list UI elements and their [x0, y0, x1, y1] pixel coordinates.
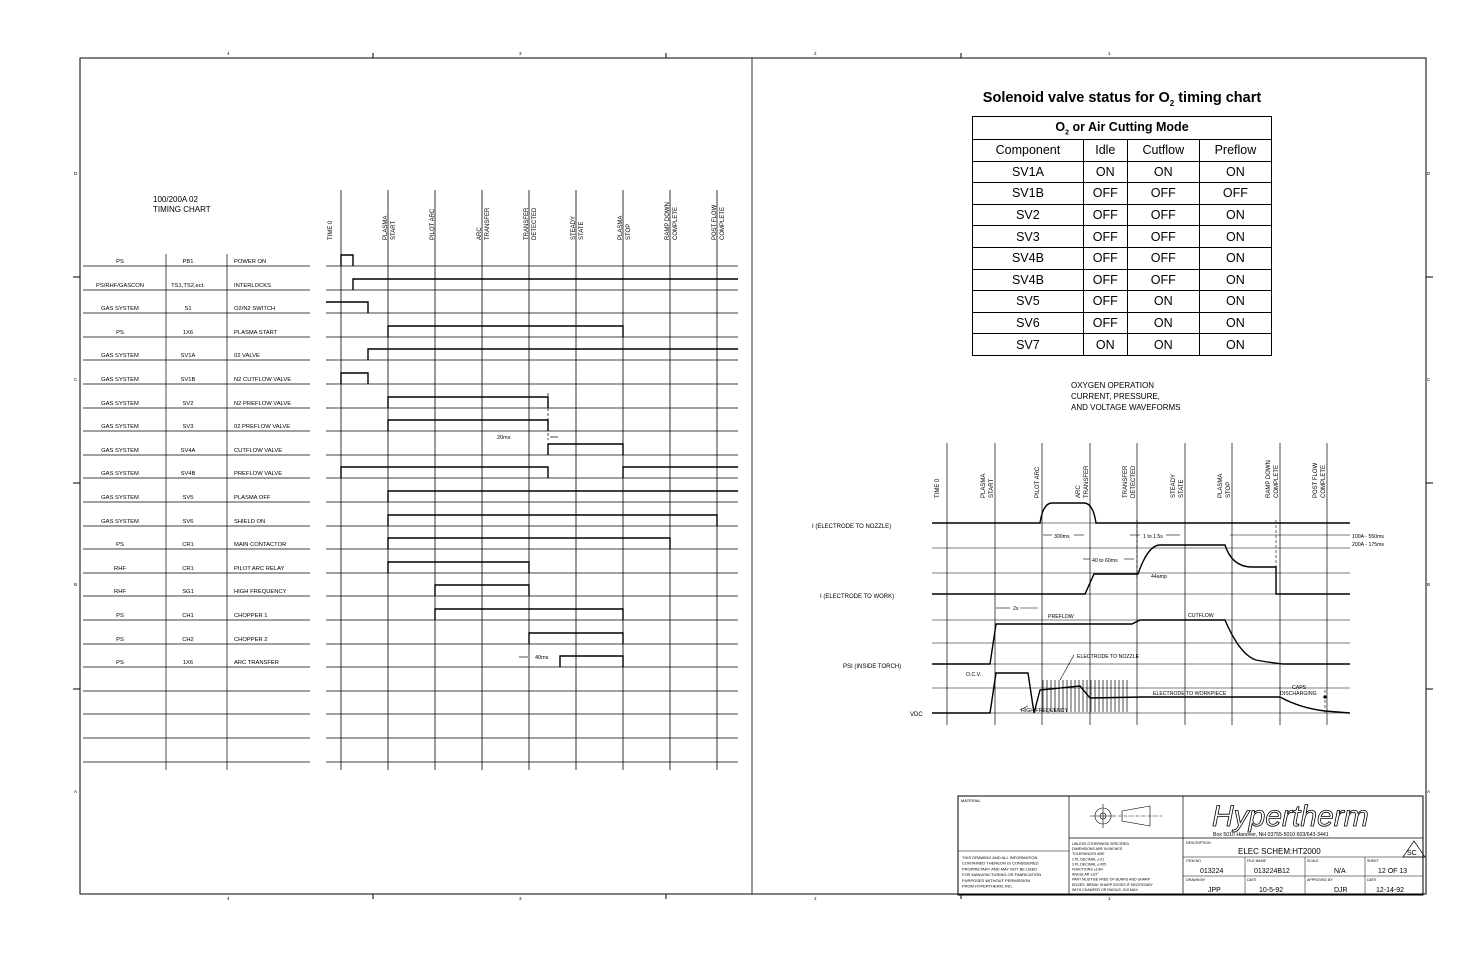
wave-column-label: PLASMA START: [981, 473, 995, 498]
row-code: TS1,TS2,ect.: [171, 283, 205, 289]
component-cell: SV3: [973, 226, 1084, 248]
tolerance-line: TOLERANCES ARE: [1072, 852, 1105, 857]
column-label: RAMP DOWN COMPLETE: [665, 202, 679, 240]
notice-line: THIS DRAWING AND ALL INFORMATION: [962, 855, 1038, 860]
status-cell: ON: [1083, 334, 1127, 356]
label-high-frequency: HIGH FREQUENCY: [1021, 708, 1068, 714]
column-label: TRANSFER DETECTED: [524, 207, 538, 240]
approved-value: DJR: [1334, 887, 1348, 894]
cutting-mode-header: [973, 117, 1272, 140]
tolerance-line: 2 PL DECIMAL ±.01: [1072, 857, 1105, 862]
title-block: [958, 796, 1425, 895]
file-label: FILE NAME: [1247, 859, 1266, 863]
row-signal: CHOPPER 2: [234, 637, 268, 643]
column-label: PLASMA STOP: [618, 215, 632, 240]
note-1-to-15s: 1 to 1.5s: [1143, 534, 1163, 540]
tolerance-line: ANGULAR ±1/2°: [1072, 872, 1099, 877]
company-address: Box 5010 Hanover, NH 03755-5010 603/643-3441: [1213, 832, 1329, 838]
row-signal: PLASMA START: [234, 330, 278, 336]
status-cell: ON: [1199, 204, 1271, 226]
row-signal: HIGH FREQUENCY: [234, 589, 287, 595]
signal-trace: [326, 302, 368, 313]
notice-line: PURPOSES WITHOUT PERMISSION: [962, 877, 1031, 883]
label-electrode-to-workpiece: ELECTRODE TO WORKPIECE: [1153, 691, 1227, 697]
status-cell: OFF: [1083, 291, 1127, 313]
frame-col-mark: 4: [227, 51, 230, 56]
column-label: STEADY STATE: [571, 215, 585, 240]
waveform-title-line2: CURRENT, PRESSURE,: [1071, 392, 1160, 401]
label-caps: CAPS: [1292, 685, 1307, 691]
date2-label: DATE: [1367, 878, 1377, 882]
note-ramp-200a: 200A - 175ms: [1352, 542, 1385, 548]
solenoid-row: [973, 291, 1272, 313]
solenoid-row: [973, 269, 1272, 291]
sheet-label: SHEET: [1367, 859, 1379, 863]
solenoid-valve-table: [972, 116, 1272, 356]
header-preflow: Preflow: [1199, 140, 1271, 162]
note-40ms: 40ms: [535, 655, 549, 661]
description-value: ELEC SCHEM:HT2000: [1238, 847, 1321, 856]
status-cell: ON: [1127, 334, 1199, 356]
signal-trace: [388, 326, 623, 337]
row-code: 1X6: [182, 330, 194, 336]
left-chart-grid: [83, 190, 738, 770]
row-group: GAS SYSTEM: [101, 495, 139, 501]
row-group: GAS SYSTEM: [101, 471, 139, 477]
row-signal: PILOT ARC RELAY: [234, 566, 285, 572]
frame-col-mark: 4: [227, 896, 230, 901]
status-cell: OFF: [1127, 204, 1199, 226]
header-component: Component: [973, 140, 1084, 162]
row-group: PS: [116, 613, 124, 619]
row-signal: MAIN CONTACTOR: [234, 542, 287, 548]
row-group: GAS SYSTEM: [101, 401, 139, 407]
solenoid-title-sub: 2: [1169, 98, 1175, 108]
row-code: SV6: [182, 519, 194, 525]
tolerance-line: DIMENSIONS ARE IN INCHES: [1072, 847, 1123, 852]
status-cell: ON: [1127, 312, 1199, 334]
row-group: RHF: [114, 589, 126, 595]
label-cutflow: CUTFLOW: [1188, 613, 1214, 619]
company-logo: Hypertherm: [1212, 800, 1369, 833]
signal-trace: [560, 656, 623, 667]
row-code: CH1: [182, 613, 194, 619]
status-cell: OFF: [1083, 312, 1127, 334]
mode-sub: 2: [1065, 129, 1069, 137]
row-code: CH2: [182, 637, 194, 643]
status-cell: OFF: [1083, 269, 1127, 291]
component-cell: SV4B: [973, 247, 1084, 269]
component-cell: SV5: [973, 291, 1084, 313]
label-psi: PSI (INSIDE TORCH): [843, 664, 902, 670]
solenoid-table-body: [973, 161, 1272, 355]
waveform-title-line1: OXYGEN OPERATION: [1071, 381, 1154, 390]
signal-trace: [548, 444, 623, 455]
signal-trace: [388, 491, 738, 502]
notice-line: FOR MANUFACTURING OR FABRICATION: [962, 872, 1042, 878]
material-label: MATERIAL: [961, 798, 981, 803]
row-code: S1: [184, 306, 192, 312]
row-group: GAS SYSTEM: [101, 424, 139, 430]
frame-col-mark: 1: [1108, 896, 1111, 901]
note-20ms: 20ms: [497, 435, 511, 441]
scale-label: SCALE: [1307, 859, 1319, 863]
label-preflow: PREFLOW: [1048, 614, 1074, 620]
signal-trace: [388, 562, 529, 573]
solenoid-title-b: timing chart: [1174, 90, 1262, 106]
frame-col-mark: 3: [519, 51, 522, 56]
row-code: CR1: [182, 566, 194, 572]
signal-trace: [341, 255, 353, 266]
row-group: PS/RHF/GASCON: [96, 283, 144, 289]
note-40-to-60ms: 40 to 60ms: [1092, 558, 1118, 564]
label-vdc: VDC: [910, 712, 923, 718]
description-label: DESCRIPTION: [1186, 841, 1211, 845]
scale-value: N/A: [1334, 868, 1346, 875]
component-cell: SV4B: [973, 269, 1084, 291]
projection-symbol: [1090, 804, 1162, 828]
tolerance-notes: [1072, 842, 1154, 892]
frame-col-mark: 3: [519, 896, 522, 901]
left-chart-rows: [96, 259, 291, 666]
row-signal: ARC TRANSFER: [234, 660, 279, 666]
label-i-work: I (ELECTRODE TO WORK): [820, 594, 895, 600]
row-signal: POWER ON: [234, 259, 267, 265]
signal-trace: [388, 515, 717, 526]
status-cell: OFF: [1083, 204, 1127, 226]
frame-row-mark: C: [1427, 377, 1431, 382]
solenoid-row: [973, 312, 1272, 334]
row-group: GAS SYSTEM: [101, 448, 139, 454]
date-value: 10-5-92: [1259, 887, 1284, 894]
status-cell: ON: [1127, 161, 1199, 183]
row-group: GAS SYSTEM: [101, 519, 139, 525]
note-ramp-100a: 100A - 550ms: [1352, 534, 1385, 540]
row-group: GAS SYSTEM: [101, 377, 139, 383]
status-cell: ON: [1083, 161, 1127, 183]
notice-line: CONTAINED THEREON IS CONSIDERED: [962, 860, 1039, 866]
component-cell: SV1B: [973, 183, 1084, 205]
row-signal: SHIELD ON: [234, 519, 266, 525]
status-cell: ON: [1199, 291, 1271, 313]
label-i-nozzle: I (ELECTRODE TO NOZZLE): [812, 524, 892, 530]
date2-value: 12-14-92: [1376, 887, 1405, 894]
row-signal: 02 VALVE: [234, 353, 260, 359]
status-cell: ON: [1199, 334, 1271, 356]
notice-line: PROPRIETARY AND MAY NOT BE USED: [962, 866, 1038, 872]
tolerance-line: EDGES. BREAK SHARP EDGES IF NECESSARY: [1072, 882, 1153, 887]
status-cell: OFF: [1083, 183, 1127, 205]
timing-annotations: [497, 393, 558, 661]
row-signal: N2 CUTFLOW VALVE: [234, 377, 292, 383]
row-signal: PREFLOW VALVE: [234, 471, 283, 477]
signal-trace: [388, 397, 548, 408]
left-timing-chart: [83, 190, 738, 770]
frame-col-mark: 2: [814, 896, 817, 901]
frame-row-mark: A: [1427, 789, 1431, 794]
drawn-value: JPP: [1208, 887, 1221, 894]
signal-trace: [341, 467, 738, 478]
component-cell: SV7: [973, 334, 1084, 356]
signal-trace: [353, 279, 738, 290]
waveform-column-labels: [935, 460, 1327, 498]
row-code: CR1: [182, 542, 194, 548]
item-value: 013224: [1200, 868, 1224, 875]
waveform-title-line3: AND VOLTAGE WAVEFORMS: [1071, 403, 1181, 412]
status-cell: OFF: [1083, 247, 1127, 269]
status-cell: ON: [1199, 312, 1271, 334]
left-chart-title-line2: TIMING CHART: [153, 205, 211, 214]
revision-value: SC: [1407, 850, 1417, 857]
row-group: PS: [116, 637, 124, 643]
status-cell: ON: [1199, 161, 1271, 183]
row-code: SV1A: [180, 353, 196, 359]
solenoid-row: [973, 334, 1272, 356]
approved-label: APPROVED BY: [1307, 878, 1333, 882]
label-ocv: O.C.V.: [966, 672, 982, 678]
column-label: ARC TRANSFER: [477, 207, 491, 240]
status-cell: OFF: [1199, 183, 1271, 205]
frame-col-mark: 2: [814, 51, 817, 56]
frame-row-mark: D: [1427, 171, 1431, 176]
wave-column-label: POST FLOW COMPLETE: [1313, 462, 1327, 498]
wave-column-label: PILOT ARC: [1035, 466, 1041, 498]
row-code: SV1B: [180, 377, 196, 383]
file-value: 013224B12: [1254, 868, 1290, 875]
drawn-label: DRAWN BY: [1186, 878, 1206, 882]
signal-trace: [341, 373, 368, 384]
tolerance-line: UNLESS OTHERWISE SPECIFIED: [1072, 842, 1130, 846]
signal-trace: [388, 420, 548, 431]
tolerance-line: FRACTIONS ±1/64: [1072, 867, 1103, 872]
wave-column-label: STEADY STATE: [1171, 473, 1185, 498]
solenoid-title-a: Solenoid valve status for O: [982, 90, 1170, 106]
row-signal: N2 PREFLOW VALVE: [234, 401, 292, 407]
row-code: SV4A: [180, 448, 196, 454]
note-2s: 2s: [1013, 606, 1019, 612]
row-code: PB1: [182, 259, 194, 265]
header-idle: Idle: [1083, 140, 1127, 162]
row-code: SV5: [182, 495, 194, 501]
column-label: TIME 0: [328, 220, 334, 240]
solenoid-row: [973, 247, 1272, 269]
wave-column-label: TRANSFER DETECTED: [1123, 465, 1137, 498]
signal-trace: [368, 349, 738, 360]
waveform-chart: [812, 381, 1384, 725]
frame-row-mark: D: [74, 171, 78, 176]
status-cell: ON: [1199, 269, 1271, 291]
wave-column-label: PLASMA STOP: [1218, 473, 1232, 498]
row-signal: CUTFLOW VALVE: [234, 448, 283, 454]
status-cell: ON: [1127, 291, 1199, 313]
mode-a: O: [1055, 119, 1066, 134]
tolerance-line: WITH CHAMFER OR RADIUS .015 MAX.: [1072, 887, 1139, 892]
frame-row-mark: B: [1427, 582, 1431, 587]
status-cell: OFF: [1083, 226, 1127, 248]
column-label: POST FLOW COMPLETE: [712, 204, 726, 240]
row-signal: O2/N2 SWITCH: [234, 306, 276, 312]
frame-row-mark: A: [74, 789, 78, 794]
solenoid-table-title: [972, 90, 1272, 108]
note-300ms: 300ms: [1054, 534, 1070, 540]
sheet-value: 12 OF 13: [1378, 868, 1408, 875]
mode-b: or Air Cutting Mode: [1068, 119, 1189, 134]
wave-column-label: TIME 0: [935, 478, 941, 498]
header-cutflow: Cutflow: [1127, 140, 1199, 162]
wave-column-label: ARC TRANSFER: [1076, 465, 1090, 498]
column-label: PLASMA START: [383, 215, 397, 240]
status-cell: ON: [1199, 226, 1271, 248]
status-cell: OFF: [1127, 226, 1199, 248]
row-signal: PLASMA OFF: [234, 495, 271, 501]
solenoid-row: [973, 161, 1272, 183]
notice-line: FROM HYPERTHERM, INC.: [962, 883, 1014, 889]
solenoid-row: [973, 183, 1272, 205]
item-label: ITEM NO: [1186, 859, 1201, 863]
row-code: SV3: [182, 424, 194, 430]
frame-row-mark: C: [74, 377, 78, 382]
label-electrode-to-nozzle: ELECTRODE TO NOZZLE: [1077, 654, 1140, 660]
column-label: PILOT ARC: [430, 208, 436, 240]
solenoid-row: [973, 226, 1272, 248]
row-code: SG1: [182, 589, 194, 595]
status-cell: OFF: [1127, 183, 1199, 205]
component-cell: SV6: [973, 312, 1084, 334]
wave-column-label: RAMP DOWN COMPLETE: [1266, 460, 1280, 498]
left-chart-title-line1: 100/200A 02: [153, 195, 198, 204]
row-signal: 02 PREFLOW VALVE: [234, 424, 291, 430]
row-code: SV4B: [180, 471, 196, 477]
row-group: PS: [116, 542, 124, 548]
solenoid-row: [973, 204, 1272, 226]
row-signal: INTERLOCKS: [234, 283, 272, 289]
frame-col-mark: 1: [1108, 51, 1111, 56]
date-label: DATE: [1247, 878, 1257, 882]
note-44amp: 44amp: [1151, 574, 1167, 580]
frame-row-mark: B: [74, 582, 78, 587]
tolerance-line: PART MUST BE FREE OF BURRS AND SHARP: [1072, 877, 1151, 882]
status-cell: OFF: [1127, 247, 1199, 269]
row-code: SV2: [182, 401, 194, 407]
row-group: RHF: [114, 566, 126, 572]
caps-marker: [1323, 695, 1326, 698]
row-code: 1X6: [182, 660, 194, 666]
row-group: PS: [116, 259, 124, 265]
row-group: PS: [116, 330, 124, 336]
tolerance-line: 3 PL DECIMAL ±.005: [1072, 862, 1107, 867]
label-discharging: DISCHARGING: [1280, 691, 1317, 697]
status-cell: OFF: [1127, 269, 1199, 291]
proprietary-notice: [962, 855, 1041, 889]
row-group: GAS SYSTEM: [101, 353, 139, 359]
component-cell: SV1A: [973, 161, 1084, 183]
row-group: GAS SYSTEM: [101, 306, 139, 312]
row-signal: CHOPPER 1: [234, 613, 268, 619]
row-group: PS: [116, 660, 124, 666]
status-cell: ON: [1199, 247, 1271, 269]
component-cell: SV2: [973, 204, 1084, 226]
